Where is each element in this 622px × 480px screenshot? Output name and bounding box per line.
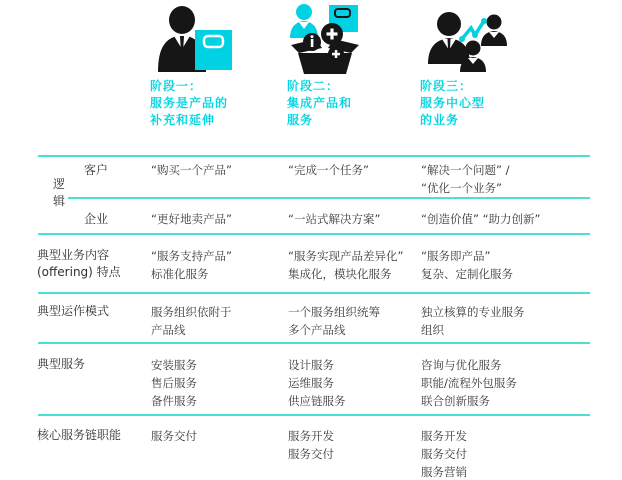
row-label-operation-mode: 典型运作模式	[37, 304, 110, 318]
table-cell: “服务支持产品” 标准化服务	[151, 249, 232, 281]
table-cell: 服务交付	[151, 429, 197, 443]
table-cell: 独立核算的专业服务 组织	[421, 305, 525, 337]
table-cell: “解决一个问题” / “优化一个业务”	[421, 163, 510, 195]
table-cell: 安装服务 售后服务 备件服务	[151, 358, 197, 408]
table-cell: “更好地卖产品”	[151, 212, 232, 226]
businessman-with-product-box-icon	[155, 6, 233, 72]
row-label-offering: 典型业务内容 (offering) 特点	[37, 248, 121, 279]
table-cell: “购买一个产品”	[151, 163, 232, 177]
table-cell: 服务组织依附于 产品线	[151, 305, 232, 337]
table-cell: 设计服务 运维服务 供应链服务	[288, 358, 346, 408]
rule-logic-bottom	[38, 233, 590, 235]
row-label-enterprise: 企业	[84, 212, 109, 226]
rule-operation-bottom	[38, 342, 590, 344]
stage1-title: 阶段一： 服务是产品的 补充和延伸	[150, 79, 229, 127]
rule-top	[38, 155, 590, 157]
row-label-service-chain: 核心服务链职能	[37, 428, 122, 442]
table-cell: 咨询与优化服务 职能/流程外包服务 联合创新服务	[421, 358, 517, 408]
rule-logic-split	[68, 197, 590, 199]
table-cell: “服务即产品” 复杂、定制化服务	[421, 249, 513, 281]
rule-offering-bottom	[38, 292, 590, 294]
rule-services-bottom	[38, 414, 590, 416]
row-group-label-logic: 逻辑	[53, 177, 66, 208]
table-cell: “服务实现产品差异化” 集成化，模块化服务	[288, 249, 404, 281]
table-cell: “完成一个任务”	[288, 163, 369, 177]
table-cell: “一站式解决方案”	[288, 212, 381, 226]
table-cell: 服务开发 服务交付	[288, 429, 334, 461]
table-cell: 服务开发 服务交付 服务营销	[421, 429, 467, 479]
stage3-title: 阶段三： 服务中心型 的业务	[420, 79, 486, 127]
people-network-icon	[424, 12, 508, 72]
row-label-customer: 客户	[84, 163, 109, 177]
product-and-service-bundle-icon	[289, 2, 361, 74]
table-cell: 一个服务组织统筹 多个产品线	[288, 305, 380, 337]
stage2-title: 阶段二： 集成产品和 服务	[287, 79, 353, 127]
table-cell: “创造价值” “助力创新”	[421, 212, 541, 226]
row-label-typical-services: 典型服务	[37, 357, 86, 371]
